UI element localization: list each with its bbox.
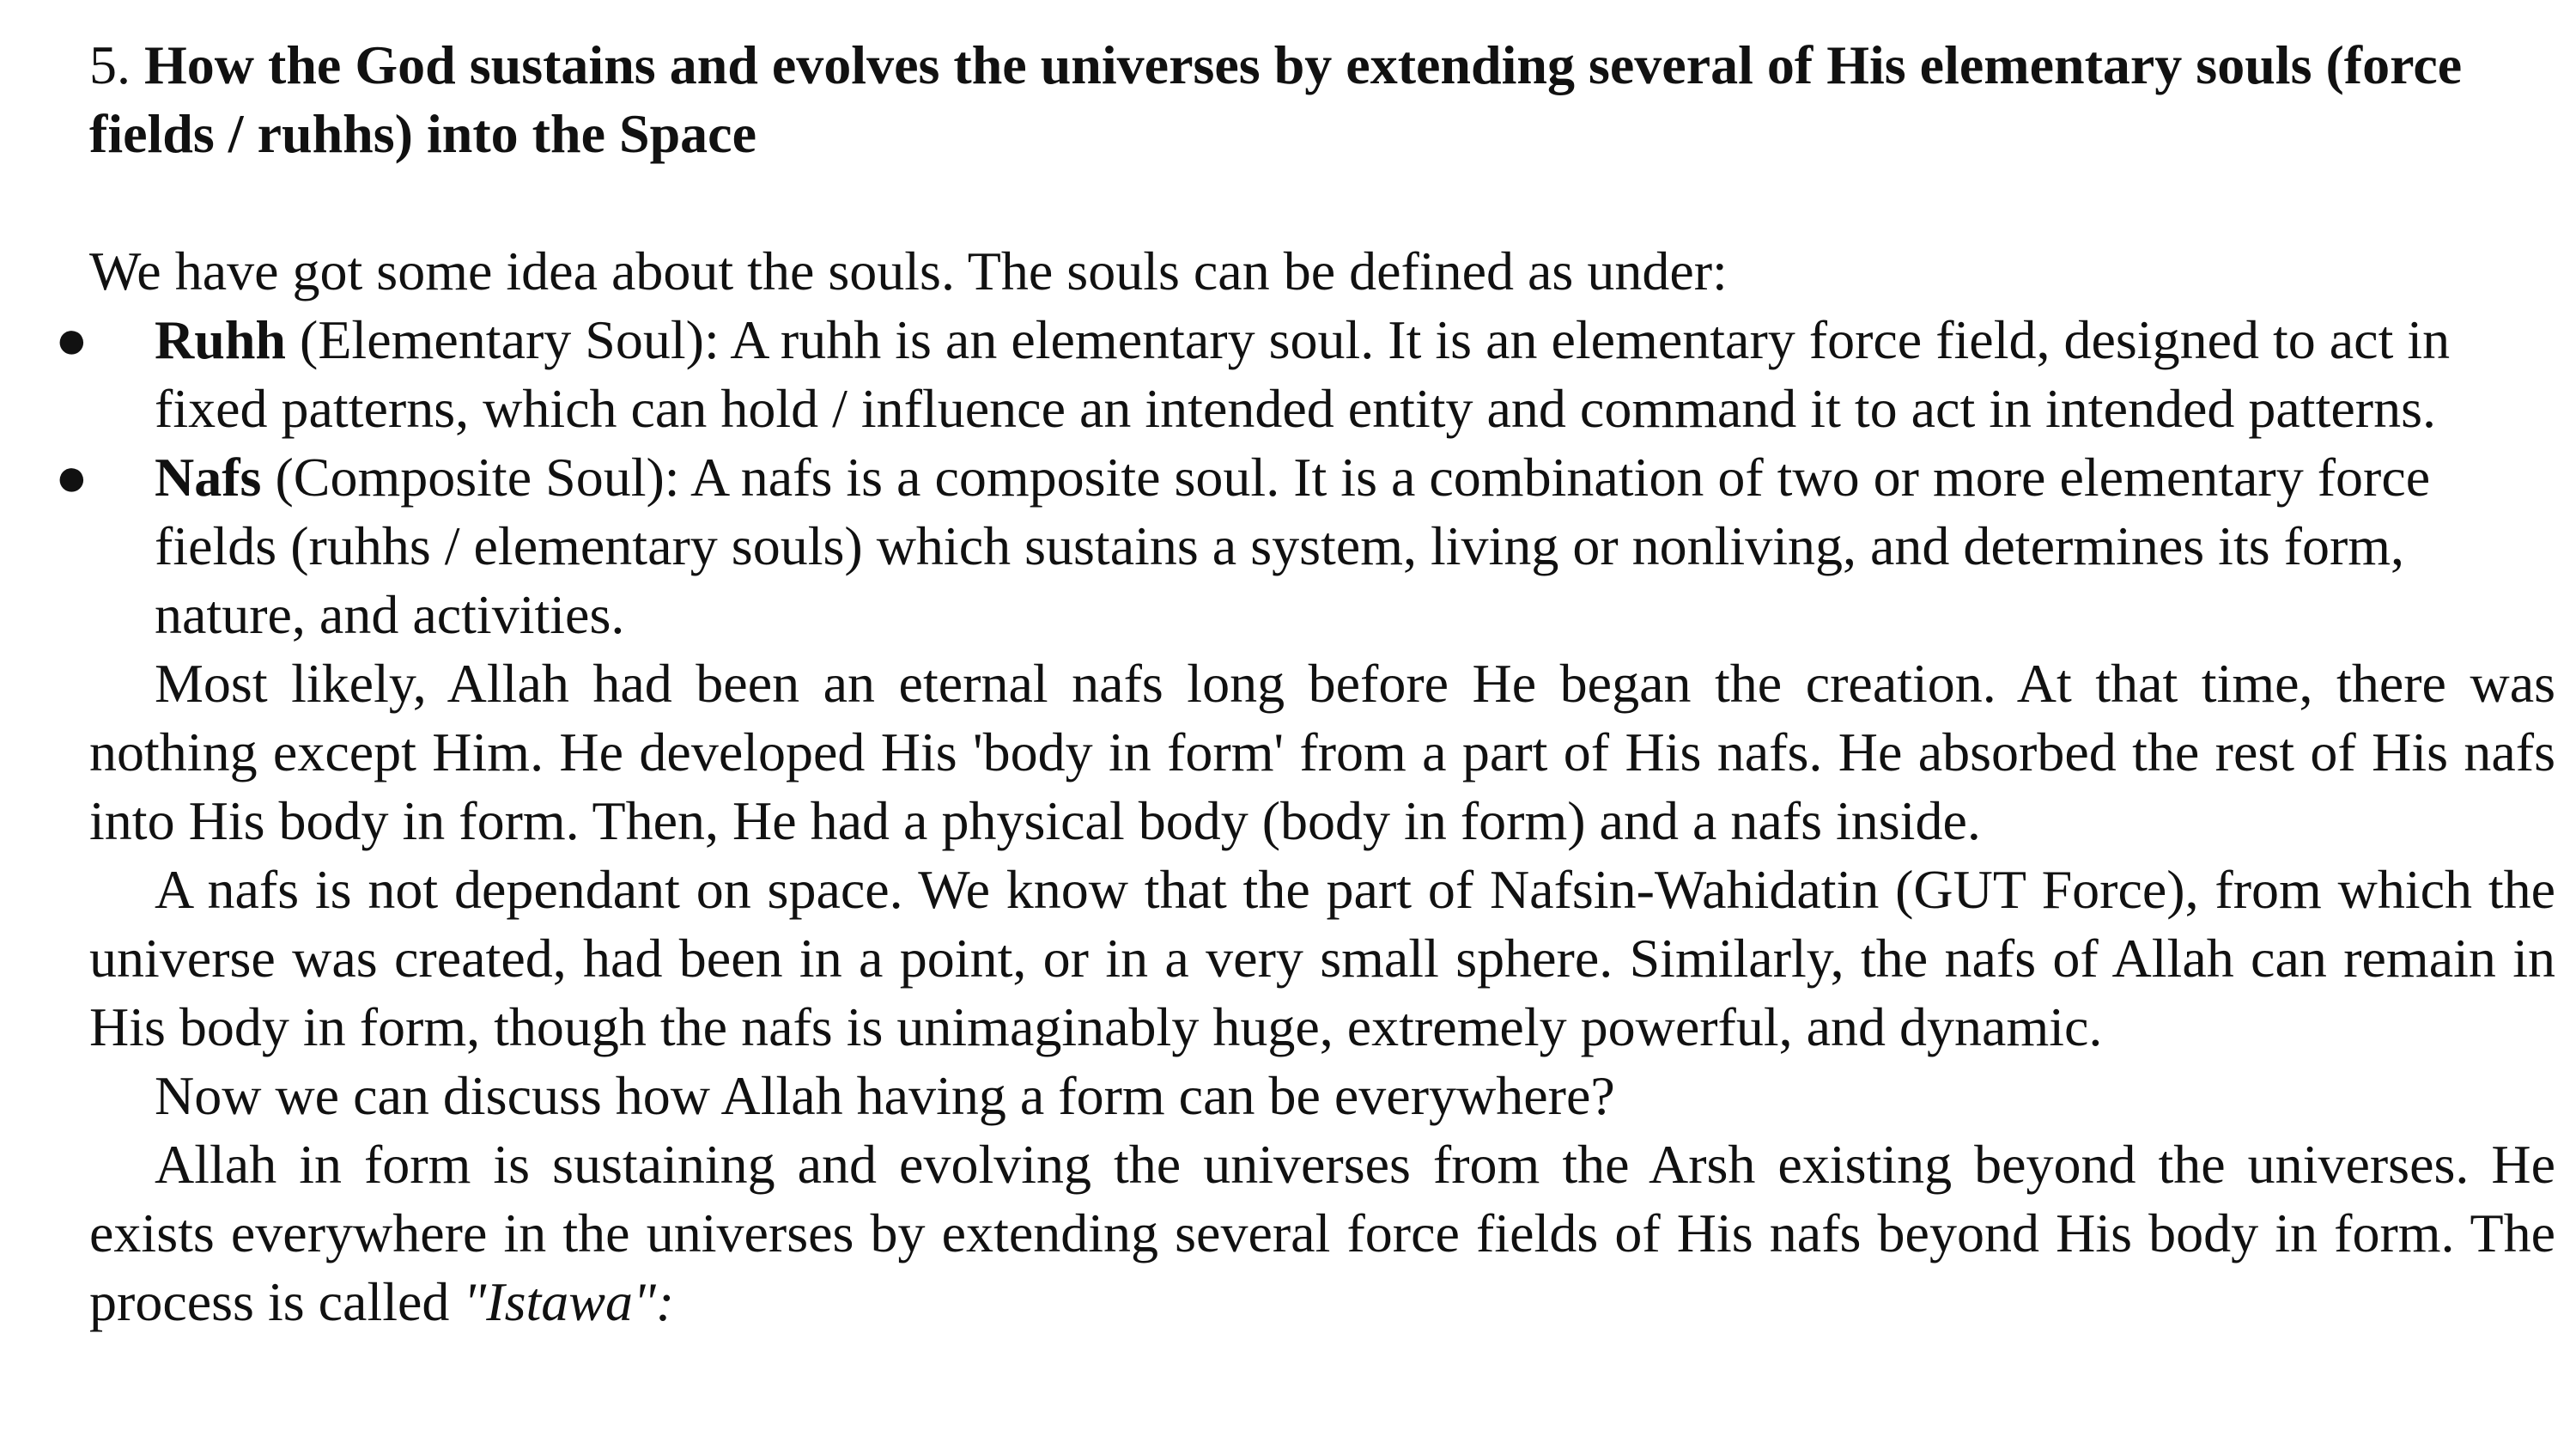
intro-text: We have got some idea about the souls. The souls can be defined as under: (89, 240, 1728, 301)
definition-term: Nafs (155, 447, 262, 508)
paragraph-eternal-nafs: Most likely, Allah had been an eternal nafs long before He began the creation. At that time, there was nothing except Him. He developed His 'body in form' from a part of His nafs. He absorbed the rest of His nafs into His body in form. Then, He had a physical body (body in form) and a nafs inside. (89, 653, 2555, 851)
definition-item-ruhh (55, 306, 2555, 443)
definition-list (55, 306, 2555, 649)
paragraph-question: Now we can discuss how Allah having a form can be everywhere? (155, 1065, 1615, 1126)
bullet-icon: ● (55, 309, 88, 370)
definition-text: (Elementary Soul): A ruhh is an elementary soul. It is an elementary force field, designed to act in fixed patterns, which can hold / influence an intended entity and command it to act in intended patterns. (155, 309, 2451, 439)
section-number: 5. (89, 34, 131, 95)
bullet-icon: ● (55, 447, 88, 508)
definition-text: (Composite Soul): A nafs is a composite soul. It is a combination of two or more elementary force fields (ruhhs / elementary souls) which sustains a system, living or nonliving, and determines its form, nature, and activities. (155, 447, 2431, 645)
spacer (89, 168, 2555, 237)
definition-item-nafs (55, 443, 2555, 649)
istawa-term: "Istawa": (463, 1271, 675, 1332)
section-title: How the God sustains and evolves the universes by extending several of His elementary souls (force fields / ruhhs) into the Space (89, 34, 2463, 164)
definition-term: Ruhh (155, 309, 286, 370)
paragraph-istawa-text: Allah in form is sustaining and evolving the universes from the Arsh existing beyond the universes. He exists everywhere in the universes by extending several force fields of His nafs beyond His body in form. The process is called (89, 1134, 2555, 1332)
paragraph-nafs-space: A nafs is not dependant on space. We know that the part of Nafsin-Wahidatin (GUT Force), from which the universe was created, had been in a point, or in a very small sphere. Similarly, the nafs of Allah can remain in His body in form, though the nafs is unimaginably huge, extremely powerful, and dynamic. (89, 859, 2555, 1057)
paragraph-istawa (89, 1130, 2555, 1336)
section-heading (89, 31, 2511, 168)
